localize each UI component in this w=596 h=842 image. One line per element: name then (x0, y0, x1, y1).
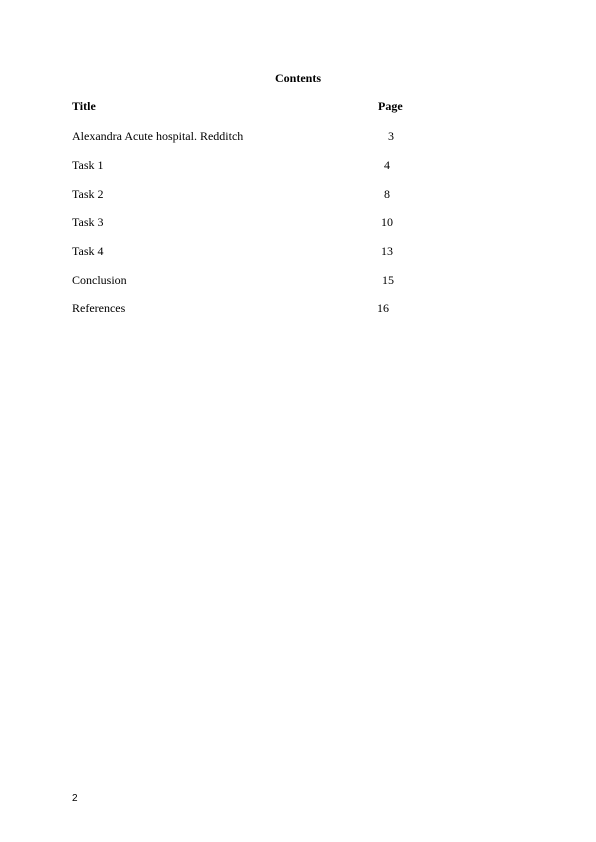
toc-entry (72, 129, 412, 145)
toc-entry (72, 215, 412, 231)
toc-entry-title: References (72, 301, 126, 315)
toc-entry-title: Task 1 (72, 158, 104, 172)
footer-page-number: 2 (72, 793, 78, 804)
toc-heading: Contents (274, 71, 321, 85)
toc-entry-page: 16 (377, 301, 389, 315)
toc-entry (72, 301, 412, 317)
toc-column-page: Page (378, 99, 403, 113)
toc-column-title: Title (72, 99, 96, 113)
toc-entry (72, 244, 412, 260)
toc-entry-page: 8 (384, 187, 390, 201)
toc-entry-page: 4 (384, 158, 390, 172)
toc-entry-title: Conclusion (72, 273, 127, 287)
toc-entry-title: Alexandra Acute hospital. Redditch (72, 129, 244, 143)
toc-entry-page: 15 (382, 273, 394, 287)
toc-entry (72, 273, 412, 289)
toc-entry (72, 158, 412, 174)
toc-entry-page: 13 (381, 244, 393, 258)
toc-entry (72, 187, 412, 203)
toc-entry-page: 3 (388, 129, 394, 143)
toc-entry-title: Task 3 (72, 215, 104, 229)
toc-entry-title: Task 4 (72, 244, 104, 258)
toc-entry-page: 10 (381, 215, 393, 229)
toc-entry-title: Task 2 (72, 187, 104, 201)
